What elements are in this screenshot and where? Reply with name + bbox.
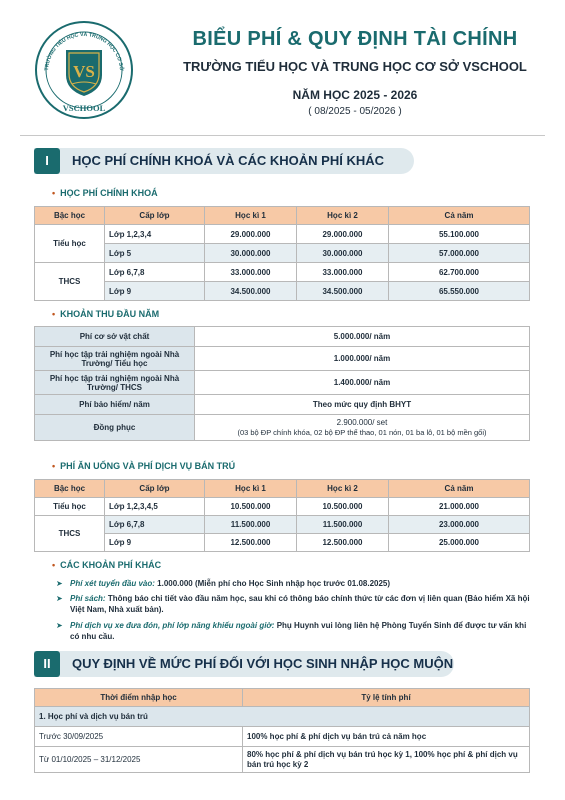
year-cell: 23.000.000 (389, 516, 530, 534)
other-fee-item: ➤ Phí xét tuyển đầu vào: 1.000.000 (Miễn phí cho Học Sinh nhập học trước 01.08.2025) (56, 579, 391, 588)
grade-cell: Lớp 6,7,8 (105, 263, 205, 282)
table-row (35, 282, 530, 301)
term2-cell: 12.500.000 (297, 534, 389, 552)
enroll-time-cell: Trước 30/09/2025 (35, 727, 243, 747)
fee-value: 1.400.000/ năm (195, 371, 530, 395)
annual-heading: • KHOẢN THU ĐẦU NĂM (52, 309, 160, 319)
fee-label: Đồng phục (35, 415, 195, 441)
col-fee-rate: Tỷ lệ tính phí (243, 689, 530, 707)
fee-value: 2.900.000/ set (03 bộ ĐP chính khóa, 02 bộ ĐP thể thao, 01 nón, 01 ba lô, 01 bộ mền gối) (195, 415, 530, 441)
school-year: NĂM HỌC 2025 - 2026 (292, 88, 418, 102)
year-cell: 25.000.000 (389, 534, 530, 552)
term2-cell: 10.500.000 (297, 498, 389, 516)
fee-value: Theo mức quy định BHYT (195, 395, 530, 415)
table-row (35, 415, 530, 441)
year-cell: 62.700.000 (389, 263, 530, 282)
term2-cell: 30.000.000 (297, 244, 389, 263)
section-1-number: I (34, 148, 60, 174)
term2-cell: 33.000.000 (297, 263, 389, 282)
other-fees-heading: • CÁC KHOẢN PHÍ KHÁC (52, 560, 162, 570)
col-term2: Học kì 2 (297, 480, 389, 498)
term1-cell: 11.500.000 (205, 516, 297, 534)
group-row: 1. Học phí và dịch vụ bán trú (35, 707, 530, 727)
term2-cell: 29.000.000 (297, 225, 389, 244)
boarding-heading: • PHÍ ĂN UỐNG VÀ PHÍ DỊCH VỤ BÁN TRÚ (52, 461, 236, 471)
page-title: BIỂU PHÍ & QUY ĐỊNH TÀI CHÍNH (192, 28, 518, 50)
grade-cell: Lớp 1,2,3,4,5 (105, 498, 205, 516)
school-name: TRƯỜNG TIỂU HỌC VÀ TRUNG HỌC CƠ SỞ VSCHOOL (183, 59, 527, 74)
section-2-title: QUY ĐỊNH VỀ MỨC PHÍ ĐỐI VỚI HỌC SINH NHẬP HỌC MUỘN (72, 656, 454, 671)
arrow-icon: ➤ (56, 621, 63, 630)
col-term2: Học kì 2 (297, 207, 389, 225)
grade-cell: Lớp 6,7,8 (105, 516, 205, 534)
table-row (35, 263, 530, 282)
table-row (35, 395, 530, 415)
term1-cell: 29.000.000 (205, 225, 297, 244)
table-row (35, 534, 530, 552)
term1-cell: 10.500.000 (205, 498, 297, 516)
fee-label: Phí bảo hiểm/ năm (35, 395, 195, 415)
col-year: Cả năm (389, 207, 530, 225)
fee-value: 1.000.000/ năm (195, 347, 530, 371)
level-cell: Tiểu học (35, 498, 105, 516)
logo-arc-text: TRƯỜNG TIỂU HỌC VÀ TRUNG HỌC CƠ SỞ (43, 31, 125, 71)
term1-cell: 34.500.000 (205, 282, 297, 301)
boarding-table (34, 479, 530, 552)
col-grade: Cấp lớp (105, 480, 205, 498)
table-row (35, 727, 530, 747)
tuition-table (34, 206, 530, 301)
grade-cell: Lớp 1,2,3,4 (105, 225, 205, 244)
school-logo (34, 20, 134, 120)
year-cell: 65.550.000 (389, 282, 530, 301)
grade-cell: Lớp 5 (105, 244, 205, 263)
level-cell: Tiểu học (35, 225, 105, 263)
other-fee-item: ➤ Phí dịch vụ xe đưa đón, phí lớp năng khiếu ngoài giờ: Phụ Huynh vui lòng liên hệ Phòng Tuyển Sinh để được tư vấn khi có nhu cầu. (56, 621, 527, 641)
table-row (35, 371, 530, 395)
header-divider (20, 135, 545, 136)
level-cell: THCS (35, 263, 105, 301)
late-enrollment-table (34, 688, 530, 773)
col-enroll-time: Thời điểm nhập học (35, 689, 243, 707)
term2-cell: 34.500.000 (297, 282, 389, 301)
fee-rate-cell: 80% học phí & phí dịch vụ bán trú học kỳ 1, 100% học phí & phí dịch vụ bán trú học kỳ 2 (243, 747, 530, 773)
fee-label: Phí cơ sở vật chất (35, 327, 195, 347)
fee-label: Phí học tập trải nghiệm ngoài Nhà Trường/ Tiểu học (35, 347, 195, 371)
col-year: Cả năm (389, 480, 530, 498)
other-fee-item: ➤ Phí sách: Thông báo chi tiết vào đầu năm học, sau khi có thông báo chính thức từ các đơn vị liên quan (Bảo hiểm Xã hội Việt Nam, Nhà xuất bản). (56, 594, 530, 614)
table-row (35, 498, 530, 516)
fee-value: 5.000.000/ năm (195, 327, 530, 347)
annual-fees-table (34, 326, 530, 441)
logo-monogram: VS (73, 62, 95, 81)
level-cell: THCS (35, 516, 105, 552)
col-term1: Học kì 1 (205, 207, 297, 225)
fee-rate-cell: 100% học phí & phí dịch vụ bán trú cả năm học (243, 727, 530, 747)
section-2-banner (34, 651, 454, 677)
school-seal-icon (34, 20, 134, 120)
table-row (35, 707, 530, 727)
term1-cell: 33.000.000 (205, 263, 297, 282)
col-level: Bậc học (35, 480, 105, 498)
table-row (35, 747, 530, 773)
enroll-time-cell: Từ 01/10/2025 – 31/12/2025 (35, 747, 243, 773)
year-cell: 57.000.000 (389, 244, 530, 263)
col-level: Bậc học (35, 207, 105, 225)
col-term1: Học kì 1 (205, 480, 297, 498)
arrow-icon: ➤ (56, 579, 63, 588)
table-row (35, 244, 530, 263)
section-2-number: II (34, 651, 60, 677)
page-header (160, 28, 550, 117)
table-row (35, 516, 530, 534)
year-cell: 55.100.000 (389, 225, 530, 244)
term1-cell: 12.500.000 (205, 534, 297, 552)
table-row (35, 225, 530, 244)
section-1-title: HỌC PHÍ CHÍNH KHOÁ VÀ CÁC KHOẢN PHÍ KHÁC (72, 153, 385, 168)
school-year-range: ( 08/2025 - 05/2026 ) (308, 106, 402, 117)
tuition-heading: • HỌC PHÍ CHÍNH KHOÁ (52, 188, 158, 198)
logo-name: VSCHOOL (62, 103, 106, 113)
grade-cell: Lớp 9 (105, 534, 205, 552)
col-grade: Cấp lớp (105, 207, 205, 225)
table-row (35, 327, 530, 347)
fee-label: Phí học tập trải nghiệm ngoài Nhà Trường/ THCS (35, 371, 195, 395)
grade-cell: Lớp 9 (105, 282, 205, 301)
term2-cell: 11.500.000 (297, 516, 389, 534)
year-cell: 21.000.000 (389, 498, 530, 516)
table-row (35, 347, 530, 371)
arrow-icon: ➤ (56, 594, 63, 603)
section-1-banner (34, 148, 414, 174)
term1-cell: 30.000.000 (205, 244, 297, 263)
